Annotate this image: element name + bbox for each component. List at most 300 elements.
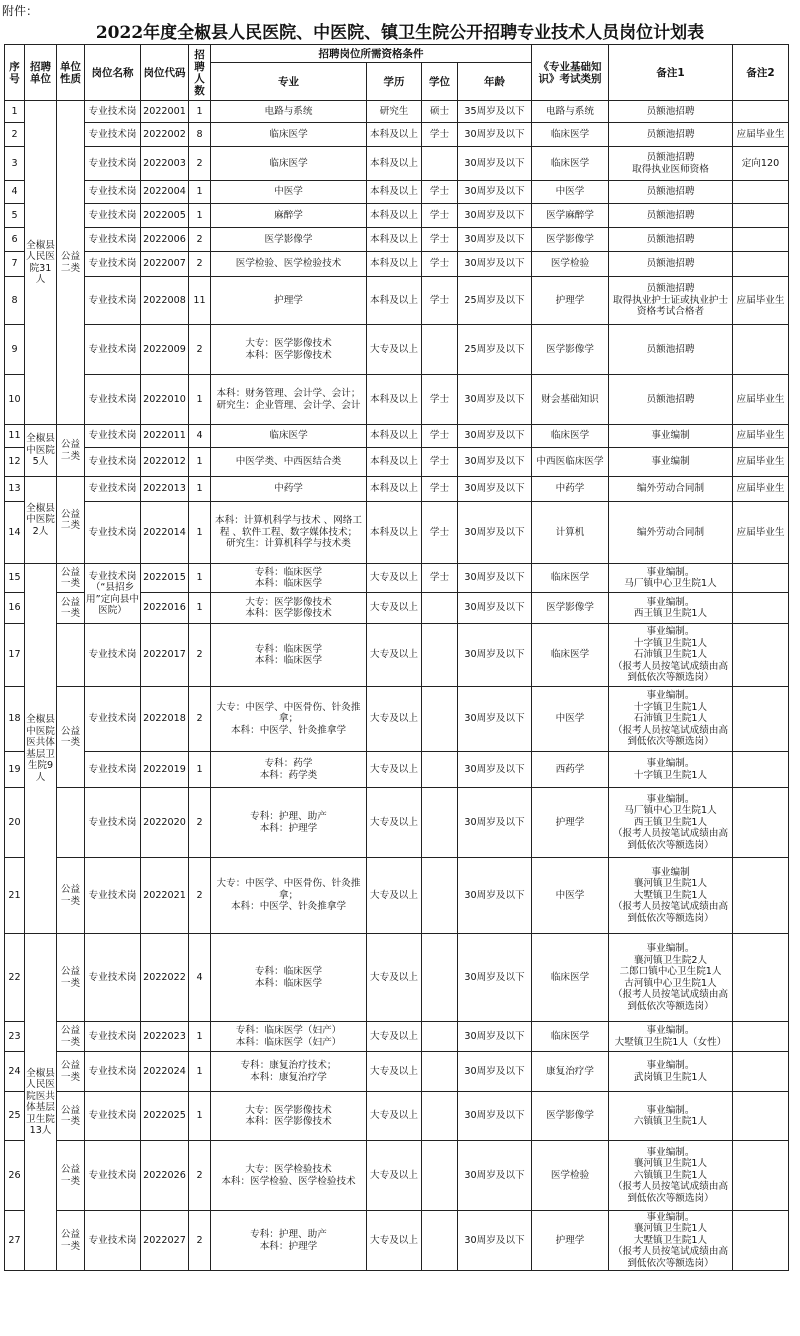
cell-exam: 中医学 bbox=[532, 687, 609, 752]
cell-major: 护理学 bbox=[211, 277, 367, 325]
cell-age: 35周岁及以下 bbox=[458, 101, 532, 123]
cell-count: 2 bbox=[189, 228, 211, 252]
cell-post-name: 专业技术岗 bbox=[85, 687, 141, 752]
cell-exam: 医学麻醉学 bbox=[532, 204, 609, 228]
header-nature: 单位性质 bbox=[57, 45, 85, 101]
cell-age: 30周岁及以下 bbox=[458, 752, 532, 788]
cell-post-code: 2022007 bbox=[141, 252, 189, 277]
cell-post-code: 2022016 bbox=[141, 593, 189, 624]
cell-remark1: 编外劳动合同制 bbox=[609, 477, 733, 502]
cell-age: 30周岁及以下 bbox=[458, 624, 532, 687]
cell-unit: 全椒县中医院医共体基层卫生院9人 bbox=[25, 564, 57, 934]
header-edu: 学历 bbox=[367, 63, 422, 101]
header-post-name: 岗位名称 bbox=[85, 45, 141, 101]
cell-remark1: 事业编制。 襄河镇卫生院1人 大墅镇卫生院1人 （报考人员按笔试成绩由高到低依次等额选岗） bbox=[609, 1211, 733, 1271]
cell-exam: 临床医学 bbox=[532, 123, 609, 147]
cell-seq: 25 bbox=[5, 1092, 25, 1141]
cell-remark1: 员额池招聘 bbox=[609, 123, 733, 147]
cell-post-name: 专业技术岗 bbox=[85, 425, 141, 448]
cell-unit: 全椒县中医院2人 bbox=[25, 477, 57, 564]
cell-post-name: 专业技术岗 bbox=[85, 181, 141, 204]
table-row bbox=[5, 624, 789, 687]
cell-seq: 16 bbox=[5, 593, 25, 624]
cell-major: 大专：中医学、中医骨伤、针灸推拿； 本科：中医学、针灸推拿学 bbox=[211, 858, 367, 934]
cell-age: 30周岁及以下 bbox=[458, 1052, 532, 1092]
cell-major: 医学影像学 bbox=[211, 228, 367, 252]
cell-exam: 中西医临床医学 bbox=[532, 448, 609, 477]
cell-post-name: 专业技术岗 bbox=[85, 1022, 141, 1052]
cell-nature bbox=[57, 624, 85, 687]
cell-count: 2 bbox=[189, 858, 211, 934]
cell-exam: 财会基础知识 bbox=[532, 375, 609, 425]
cell-count: 1 bbox=[189, 477, 211, 502]
cell-edu: 大专及以上 bbox=[367, 564, 422, 593]
cell-nature: 公益二类 bbox=[57, 425, 85, 477]
cell-nature: 公益一类 bbox=[57, 593, 85, 624]
cell-post-code: 2022011 bbox=[141, 425, 189, 448]
cell-remark2 bbox=[733, 564, 789, 593]
cell-count: 1 bbox=[189, 1092, 211, 1141]
cell-remark1: 员额池招聘 bbox=[609, 252, 733, 277]
cell-count: 2 bbox=[189, 147, 211, 181]
cell-major: 大专：中医学、中医骨伤、针灸推拿； 本科：中医学、针灸推拿学 bbox=[211, 687, 367, 752]
cell-remark1: 员额池招聘 bbox=[609, 204, 733, 228]
cell-remark1: 员额池招聘 bbox=[609, 101, 733, 123]
cell-degree: 学士 bbox=[422, 181, 458, 204]
table-row bbox=[5, 752, 789, 788]
cell-degree: 学士 bbox=[422, 277, 458, 325]
cell-exam: 计算机 bbox=[532, 502, 609, 564]
cell-edu: 本科及以上 bbox=[367, 252, 422, 277]
cell-post-code: 2022006 bbox=[141, 228, 189, 252]
cell-count: 1 bbox=[189, 564, 211, 593]
cell-remark2 bbox=[733, 325, 789, 375]
cell-post-name: 专业技术岗 bbox=[85, 375, 141, 425]
table-row bbox=[5, 147, 789, 181]
cell-degree: 学士 bbox=[422, 252, 458, 277]
cell-degree: 学士 bbox=[422, 123, 458, 147]
cell-post-name: 专业技术岗 bbox=[85, 752, 141, 788]
cell-exam: 医学影像学 bbox=[532, 228, 609, 252]
cell-remark2: 应届毕业生 bbox=[733, 277, 789, 325]
cell-post-code: 2022024 bbox=[141, 1052, 189, 1092]
cell-degree: 学士 bbox=[422, 477, 458, 502]
cell-age: 30周岁及以下 bbox=[458, 502, 532, 564]
cell-count: 11 bbox=[189, 277, 211, 325]
header-post-code: 岗位代码 bbox=[141, 45, 189, 101]
cell-seq: 7 bbox=[5, 252, 25, 277]
cell-edu: 大专及以上 bbox=[367, 624, 422, 687]
cell-major: 大专：医学影像技术 本科：医学影像技术 bbox=[211, 325, 367, 375]
cell-exam: 临床医学 bbox=[532, 624, 609, 687]
cell-seq: 15 bbox=[5, 564, 25, 593]
cell-seq: 3 bbox=[5, 147, 25, 181]
cell-seq: 4 bbox=[5, 181, 25, 204]
cell-age: 25周岁及以下 bbox=[458, 325, 532, 375]
table-row bbox=[5, 228, 789, 252]
cell-edu: 大专及以上 bbox=[367, 1092, 422, 1141]
cell-degree: 学士 bbox=[422, 375, 458, 425]
cell-post-name: 专业技术岗 bbox=[85, 788, 141, 858]
cell-remark2: 应届毕业生 bbox=[733, 502, 789, 564]
cell-nature: 公益一类 bbox=[57, 1211, 85, 1271]
cell-post-code: 2022010 bbox=[141, 375, 189, 425]
cell-remark2 bbox=[733, 934, 789, 1022]
cell-degree: 硕士 bbox=[422, 101, 458, 123]
cell-count: 1 bbox=[189, 181, 211, 204]
cell-age: 30周岁及以下 bbox=[458, 228, 532, 252]
cell-age: 30周岁及以下 bbox=[458, 123, 532, 147]
cell-remark2 bbox=[733, 101, 789, 123]
cell-major: 专科：药学 本科：药学类 bbox=[211, 752, 367, 788]
cell-remark1: 事业编制。 襄河镇卫生院2人 二郎口镇中心卫生院1人 古河镇中心卫生院1人 （报考人员按笔试成绩由高到低依次等额选岗） bbox=[609, 934, 733, 1022]
cell-age: 30周岁及以下 bbox=[458, 204, 532, 228]
cell-major: 中医学类、中西医结合类 bbox=[211, 448, 367, 477]
cell-exam: 中医学 bbox=[532, 181, 609, 204]
cell-remark1: 员额池招聘 取得执业医师资格 bbox=[609, 147, 733, 181]
cell-remark2 bbox=[733, 252, 789, 277]
cell-major: 本科：财务管理、会计学、会计； 研究生：企业管理、会计学、会计 bbox=[211, 375, 367, 425]
cell-edu: 本科及以上 bbox=[367, 477, 422, 502]
cell-major: 临床医学 bbox=[211, 147, 367, 181]
cell-exam: 护理学 bbox=[532, 1211, 609, 1271]
header-degree: 学位 bbox=[422, 63, 458, 101]
cell-post-code: 2022012 bbox=[141, 448, 189, 477]
cell-post-name: 专业技术岗 bbox=[85, 1141, 141, 1211]
cell-seq: 24 bbox=[5, 1052, 25, 1092]
cell-seq: 1 bbox=[5, 101, 25, 123]
header-remark1: 备注1 bbox=[609, 45, 733, 101]
cell-seq: 10 bbox=[5, 375, 25, 425]
cell-edu: 大专及以上 bbox=[367, 1211, 422, 1271]
cell-remark1: 事业编制 bbox=[609, 448, 733, 477]
cell-exam: 临床医学 bbox=[532, 425, 609, 448]
cell-remark2 bbox=[733, 624, 789, 687]
cell-count: 1 bbox=[189, 448, 211, 477]
table-row bbox=[5, 204, 789, 228]
cell-nature: 公益一类 bbox=[57, 564, 85, 593]
cell-major: 专科：康复治疗技术； 本科：康复治疗学 bbox=[211, 1052, 367, 1092]
cell-age: 30周岁及以下 bbox=[458, 934, 532, 1022]
cell-post-code: 2022014 bbox=[141, 502, 189, 564]
cell-post-code: 2022008 bbox=[141, 277, 189, 325]
cell-degree bbox=[422, 1022, 458, 1052]
cell-age: 30周岁及以下 bbox=[458, 1022, 532, 1052]
cell-edu: 本科及以上 bbox=[367, 425, 422, 448]
cell-post-name: 专业技术岗 bbox=[85, 477, 141, 502]
cell-degree bbox=[422, 1052, 458, 1092]
cell-unit: 全椒县中医院5人 bbox=[25, 425, 57, 477]
cell-exam: 西药学 bbox=[532, 752, 609, 788]
cell-edu: 大专及以上 bbox=[367, 788, 422, 858]
header-count: 招聘人数 bbox=[189, 45, 211, 101]
cell-remark1: 事业编制。 大墅镇卫生院1人（女性） bbox=[609, 1022, 733, 1052]
cell-age: 30周岁及以下 bbox=[458, 375, 532, 425]
cell-remark1: 员额池招聘 bbox=[609, 181, 733, 204]
cell-remark1: 事业编制 襄河镇卫生院1人 大墅镇卫生院1人 （报考人员按笔试成绩由高到低依次等额选岗） bbox=[609, 858, 733, 934]
cell-post-name: 专业技术岗 bbox=[85, 252, 141, 277]
cell-degree bbox=[422, 752, 458, 788]
table-row bbox=[5, 1022, 789, 1052]
cell-exam: 医学影像学 bbox=[532, 1092, 609, 1141]
table-row bbox=[5, 502, 789, 564]
cell-degree bbox=[422, 788, 458, 858]
cell-exam: 护理学 bbox=[532, 788, 609, 858]
cell-seq: 5 bbox=[5, 204, 25, 228]
cell-seq: 9 bbox=[5, 325, 25, 375]
cell-edu: 大专及以上 bbox=[367, 593, 422, 624]
cell-age: 30周岁及以下 bbox=[458, 477, 532, 502]
cell-edu: 本科及以上 bbox=[367, 277, 422, 325]
header-exam: 《专业基础知识》考试类别 bbox=[532, 45, 609, 101]
table-row bbox=[5, 448, 789, 477]
cell-age: 30周岁及以下 bbox=[458, 448, 532, 477]
cell-post-name: 专业技术岗 bbox=[85, 448, 141, 477]
cell-nature: 公益一类 bbox=[57, 1092, 85, 1141]
header-qualification-group: 招聘岗位所需资格条件 bbox=[211, 45, 532, 63]
cell-degree bbox=[422, 687, 458, 752]
cell-edu: 大专及以上 bbox=[367, 858, 422, 934]
cell-major: 专科：临床医学（妇产） 本科：临床医学（妇产） bbox=[211, 1022, 367, 1052]
table-row bbox=[5, 277, 789, 325]
cell-remark1: 事业编制。 马厂镇中心卫生院1人 bbox=[609, 564, 733, 593]
cell-nature: 公益一类 bbox=[57, 934, 85, 1022]
cell-major: 中药学 bbox=[211, 477, 367, 502]
table-row bbox=[5, 252, 789, 277]
cell-degree bbox=[422, 858, 458, 934]
cell-post-name: 专业技术岗 bbox=[85, 858, 141, 934]
cell-remark1: 员额池招聘 bbox=[609, 228, 733, 252]
cell-remark2: 应届毕业生 bbox=[733, 477, 789, 502]
cell-remark1: 事业编制 bbox=[609, 425, 733, 448]
cell-exam: 医学影像学 bbox=[532, 593, 609, 624]
cell-remark2 bbox=[733, 687, 789, 752]
cell-seq: 26 bbox=[5, 1141, 25, 1211]
cell-age: 30周岁及以下 bbox=[458, 1141, 532, 1211]
cell-exam: 临床医学 bbox=[532, 934, 609, 1022]
cell-nature: 公益一类 bbox=[57, 1052, 85, 1092]
cell-post-name: 专业技术岗 bbox=[85, 1211, 141, 1271]
cell-major: 专科：临床医学 本科：临床医学 bbox=[211, 624, 367, 687]
cell-major: 专科：护理、助产 本科：护理学 bbox=[211, 1211, 367, 1271]
cell-post-code: 2022027 bbox=[141, 1211, 189, 1271]
cell-count: 2 bbox=[189, 788, 211, 858]
cell-major: 专科：护理、助产 本科：护理学 bbox=[211, 788, 367, 858]
cell-remark2 bbox=[733, 1141, 789, 1211]
cell-post-name: 专业技术岗 bbox=[85, 1052, 141, 1092]
table-row bbox=[5, 788, 789, 858]
cell-remark2 bbox=[733, 204, 789, 228]
cell-seq: 18 bbox=[5, 687, 25, 752]
table-row bbox=[5, 1211, 789, 1271]
cell-exam: 康复治疗学 bbox=[532, 1052, 609, 1092]
cell-seq: 17 bbox=[5, 624, 25, 687]
cell-edu: 本科及以上 bbox=[367, 123, 422, 147]
header-seq: 序号 bbox=[5, 45, 25, 101]
cell-remark2 bbox=[733, 1092, 789, 1141]
cell-post-name: 专业技术岗 bbox=[85, 147, 141, 181]
cell-degree: 学士 bbox=[422, 425, 458, 448]
cell-remark2: 定向120 bbox=[733, 147, 789, 181]
cell-degree bbox=[422, 1092, 458, 1141]
cell-degree bbox=[422, 593, 458, 624]
table-row bbox=[5, 325, 789, 375]
cell-count: 8 bbox=[189, 123, 211, 147]
cell-age: 30周岁及以下 bbox=[458, 687, 532, 752]
cell-exam: 临床医学 bbox=[532, 564, 609, 593]
cell-remark2: 应届毕业生 bbox=[733, 375, 789, 425]
cell-post-name: 专业技术岗 bbox=[85, 277, 141, 325]
cell-edu: 本科及以上 bbox=[367, 375, 422, 425]
cell-age: 30周岁及以下 bbox=[458, 1211, 532, 1271]
cell-nature: 公益二类 bbox=[57, 101, 85, 425]
cell-degree: 学士 bbox=[422, 564, 458, 593]
cell-age: 30周岁及以下 bbox=[458, 425, 532, 448]
cell-seq: 11 bbox=[5, 425, 25, 448]
cell-post-code: 2022013 bbox=[141, 477, 189, 502]
cell-post-name: 专业技术岗 bbox=[85, 228, 141, 252]
cell-degree bbox=[422, 934, 458, 1022]
cell-post-code: 2022009 bbox=[141, 325, 189, 375]
cell-major: 临床医学 bbox=[211, 425, 367, 448]
cell-remark2: 应届毕业生 bbox=[733, 448, 789, 477]
cell-exam: 医学影像学 bbox=[532, 325, 609, 375]
cell-major: 中医学 bbox=[211, 181, 367, 204]
page-title: 2022年度全椒县人民医院、中医院、镇卫生院公开招聘专业技术人员岗位计划表 bbox=[95, 23, 705, 43]
cell-count: 1 bbox=[189, 593, 211, 624]
cell-post-code: 2022020 bbox=[141, 788, 189, 858]
cell-exam: 临床医学 bbox=[532, 1022, 609, 1052]
cell-edu: 本科及以上 bbox=[367, 228, 422, 252]
cell-edu: 大专及以上 bbox=[367, 934, 422, 1022]
cell-age: 30周岁及以下 bbox=[458, 564, 532, 593]
cell-seq: 19 bbox=[5, 752, 25, 788]
cell-degree: 学士 bbox=[422, 228, 458, 252]
cell-post-code: 2022025 bbox=[141, 1092, 189, 1141]
cell-edu: 大专及以上 bbox=[367, 325, 422, 375]
cell-degree bbox=[422, 1141, 458, 1211]
cell-edu: 本科及以上 bbox=[367, 502, 422, 564]
cell-seq: 22 bbox=[5, 934, 25, 1022]
cell-count: 2 bbox=[189, 687, 211, 752]
table-row bbox=[5, 1141, 789, 1211]
cell-age: 30周岁及以下 bbox=[458, 147, 532, 181]
cell-count: 1 bbox=[189, 375, 211, 425]
cell-unit: 全椒县人民医院31人 bbox=[25, 101, 57, 425]
cell-age: 30周岁及以下 bbox=[458, 858, 532, 934]
cell-degree: 学士 bbox=[422, 502, 458, 564]
cell-remark2 bbox=[733, 858, 789, 934]
cell-count: 4 bbox=[189, 425, 211, 448]
cell-post-code: 2022015 bbox=[141, 564, 189, 593]
cell-remark2 bbox=[733, 1052, 789, 1092]
table-row bbox=[5, 1052, 789, 1092]
cell-edu: 本科及以上 bbox=[367, 147, 422, 181]
cell-remark2 bbox=[733, 228, 789, 252]
cell-remark2 bbox=[733, 752, 789, 788]
cell-count: 1 bbox=[189, 101, 211, 123]
cell-remark1: 员额池招聘 取得执业护士证或执业护士资格考试合格者 bbox=[609, 277, 733, 325]
cell-edu: 本科及以上 bbox=[367, 448, 422, 477]
cell-major: 麻醉学 bbox=[211, 204, 367, 228]
cell-remark2 bbox=[733, 181, 789, 204]
cell-major: 大专：医学影像技术 本科：医学影像技术 bbox=[211, 1092, 367, 1141]
cell-count: 2 bbox=[189, 1211, 211, 1271]
table-row bbox=[5, 123, 789, 147]
cell-remark1: 事业编制。 十字镇卫生院1人 bbox=[609, 752, 733, 788]
cell-remark1: 事业编制。 武岗镇卫生院1人 bbox=[609, 1052, 733, 1092]
cell-degree: 学士 bbox=[422, 204, 458, 228]
attachment-label: 附件： bbox=[2, 4, 39, 18]
cell-post-code: 2022018 bbox=[141, 687, 189, 752]
cell-exam: 电路与系统 bbox=[532, 101, 609, 123]
cell-remark1: 事业编制。 十字镇卫生院1人 石沛镇卫生院1人 （报考人员按笔试成绩由高到低依次等额选岗） bbox=[609, 687, 733, 752]
table-row bbox=[5, 425, 789, 448]
cell-seq: 13 bbox=[5, 477, 25, 502]
cell-post-name: 专业技术岗 bbox=[85, 325, 141, 375]
cell-remark2 bbox=[733, 1022, 789, 1052]
cell-seq: 6 bbox=[5, 228, 25, 252]
cell-post-name: 专业技术岗 bbox=[85, 934, 141, 1022]
cell-age: 30周岁及以下 bbox=[458, 252, 532, 277]
cell-edu: 大专及以上 bbox=[367, 687, 422, 752]
cell-major: 大专：医学检验技术 本科：医学检验、医学检验技术 bbox=[211, 1141, 367, 1211]
cell-count: 2 bbox=[189, 624, 211, 687]
cell-post-code: 2022001 bbox=[141, 101, 189, 123]
cell-count: 2 bbox=[189, 325, 211, 375]
cell-remark1: 事业编制。 六镇镇卫生院1人 bbox=[609, 1092, 733, 1141]
table-row bbox=[5, 1092, 789, 1141]
cell-count: 1 bbox=[189, 752, 211, 788]
cell-post-name: 专业技术岗 bbox=[85, 101, 141, 123]
cell-remark1: 事业编制。 十字镇卫生院1人 石沛镇卫生院1人 （报考人员按笔试成绩由高到低依次等额选岗） bbox=[609, 624, 733, 687]
cell-edu: 大专及以上 bbox=[367, 1141, 422, 1211]
cell-seq: 20 bbox=[5, 788, 25, 858]
cell-seq: 23 bbox=[5, 1022, 25, 1052]
cell-exam: 医学检验 bbox=[532, 1141, 609, 1211]
cell-remark1: 事业编制。 襄河镇卫生院1人 六镇镇卫生院1人 （报考人员按笔试成绩由高到低依次等额选岗） bbox=[609, 1141, 733, 1211]
cell-major: 临床医学 bbox=[211, 123, 367, 147]
cell-seq: 21 bbox=[5, 858, 25, 934]
table-row bbox=[5, 564, 789, 593]
cell-remark1: 员额池招聘 bbox=[609, 375, 733, 425]
cell-post-name: 专业技术岗 bbox=[85, 204, 141, 228]
cell-edu: 大专及以上 bbox=[367, 752, 422, 788]
cell-major: 专科：临床医学 本科：临床医学 bbox=[211, 564, 367, 593]
cell-edu: 大专及以上 bbox=[367, 1052, 422, 1092]
cell-post-code: 2022017 bbox=[141, 624, 189, 687]
cell-seq: 12 bbox=[5, 448, 25, 477]
cell-post-code: 2022004 bbox=[141, 181, 189, 204]
cell-remark1: 事业编制。 西王镇卫生院1人 bbox=[609, 593, 733, 624]
cell-post-code: 2022023 bbox=[141, 1022, 189, 1052]
cell-count: 1 bbox=[189, 1022, 211, 1052]
cell-degree bbox=[422, 147, 458, 181]
table-row bbox=[5, 477, 789, 502]
cell-post-code: 2022021 bbox=[141, 858, 189, 934]
cell-edu: 大专及以上 bbox=[367, 1022, 422, 1052]
cell-remark2 bbox=[733, 1211, 789, 1271]
cell-age: 25周岁及以下 bbox=[458, 277, 532, 325]
cell-major: 专科：临床医学 本科：临床医学 bbox=[211, 934, 367, 1022]
cell-count: 2 bbox=[189, 1141, 211, 1211]
cell-count: 1 bbox=[189, 1052, 211, 1092]
cell-post-name: 专业技术岗 bbox=[85, 502, 141, 564]
table-row bbox=[5, 687, 789, 752]
cell-post-code: 2022005 bbox=[141, 204, 189, 228]
cell-edu: 本科及以上 bbox=[367, 204, 422, 228]
cell-age: 30周岁及以下 bbox=[458, 181, 532, 204]
